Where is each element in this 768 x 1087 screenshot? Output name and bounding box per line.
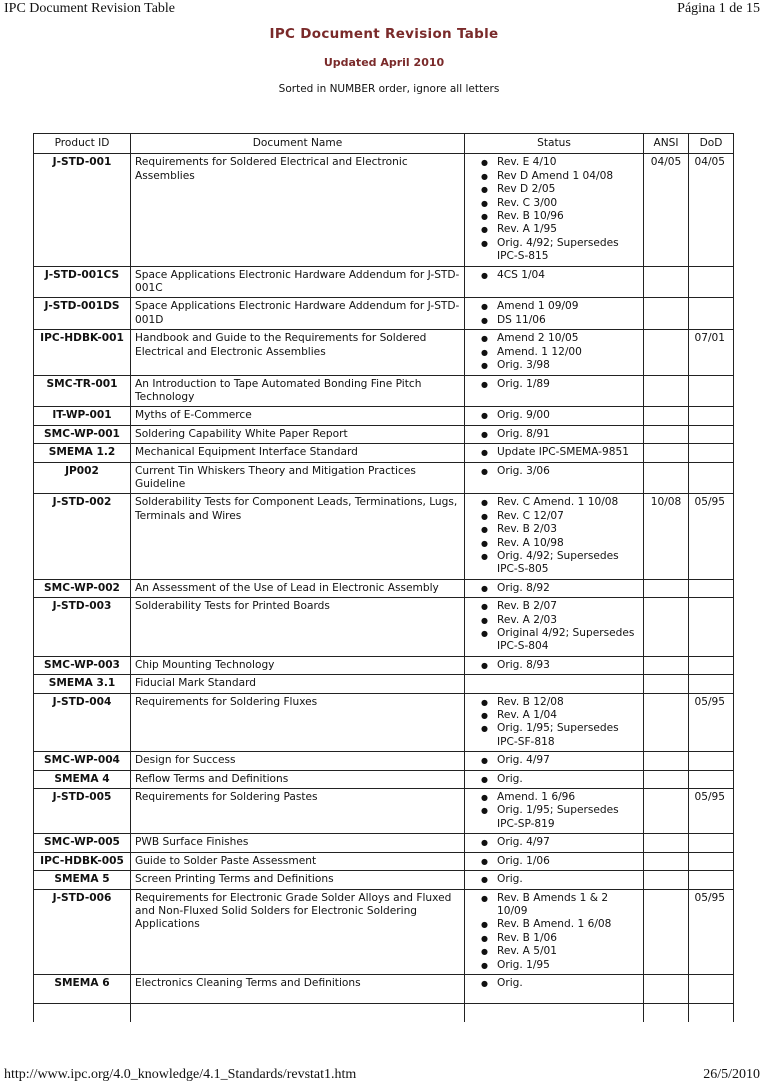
- product-id-cell: IPC-HDBK-001: [34, 330, 131, 375]
- source-url: http://www.ipc.org/4.0_knowledge/4.1_Standards/revstat1.htm: [4, 1067, 357, 1082]
- product-id-cell: J-STD-001DS: [34, 298, 131, 330]
- document-name-cell: Guide to Solder Paste Assessment: [131, 852, 465, 870]
- product-id-cell: SMC-WP-004: [34, 752, 131, 770]
- status-cell: [465, 693, 644, 752]
- status-cell: [465, 375, 644, 407]
- status-list: [469, 773, 639, 786]
- status-item: ● Orig. 4/92; Supersedes IPC-S-805: [487, 550, 639, 577]
- document-name-cell: Current Tin Whiskers Theory and Mitigation Practices Guideline: [131, 462, 465, 494]
- ansi-cell: [644, 425, 689, 443]
- column-header-dod: DoD: [689, 134, 734, 154]
- ansi-cell: [644, 675, 689, 693]
- ansi-cell: [644, 462, 689, 494]
- ansi-cell: [644, 444, 689, 462]
- status-list: [469, 156, 639, 263]
- product-id-cell: SMC-WP-002: [34, 579, 131, 597]
- table-row: [34, 266, 734, 298]
- dod-cell: [689, 871, 734, 889]
- status-item: ● Orig.: [487, 773, 639, 786]
- product-id-cell: SMEMA 6: [34, 974, 131, 1003]
- empty-cell: [465, 1003, 644, 1022]
- dod-cell: [689, 444, 734, 462]
- status-item: ● Orig.: [487, 873, 639, 886]
- document-name-cell: Mechanical Equipment Interface Standard: [131, 444, 465, 462]
- running-title: IPC Document Revision Table: [4, 1, 176, 16]
- status-list: [469, 791, 639, 831]
- dod-cell: 05/95: [689, 889, 734, 974]
- product-id-cell: SMC-WP-003: [34, 656, 131, 674]
- table-row: [34, 834, 734, 852]
- status-list: [469, 496, 639, 576]
- document-name-cell: Space Applications Electronic Hardware Addendum for J-STD-001D: [131, 298, 465, 330]
- dod-cell: [689, 974, 734, 1003]
- ansi-cell: [644, 656, 689, 674]
- status-item: ● Orig. 3/98: [487, 359, 639, 372]
- status-cell: [465, 789, 644, 834]
- table-row: [34, 889, 734, 974]
- status-cell: [465, 462, 644, 494]
- document-name-cell: Requirements for Soldered Electrical and Electronic Assemblies: [131, 154, 465, 266]
- status-item: ● Update IPC-SMEMA-9851: [487, 446, 639, 459]
- status-item: ● Orig. 8/92: [487, 582, 639, 595]
- product-id-cell: J-STD-001: [34, 154, 131, 266]
- ansi-cell: [644, 974, 689, 1003]
- status-list: [469, 977, 639, 990]
- status-item: ● Rev. B 10/96: [487, 210, 639, 223]
- status-item: ● Rev. C Amend. 1 10/08: [487, 496, 639, 509]
- status-item: ● Orig. 4/92; Supersedes IPC-S-815: [487, 237, 639, 264]
- document-header: [0, 26, 768, 95]
- table-row: [34, 675, 734, 693]
- status-item: ● Rev. B Amend. 1 6/08: [487, 918, 639, 931]
- document-name-cell: Handbook and Guide to the Requirements for Soldered Electrical and Electronic Assemblies: [131, 330, 465, 375]
- document-name-cell: Solderability Tests for Component Leads, Terminations, Lugs, Terminals and Wires: [131, 494, 465, 579]
- status-item: ● Orig. 1/95; Supersedes IPC-SP-819: [487, 804, 639, 831]
- status-list: [469, 409, 639, 422]
- column-header-document-name: Document Name: [131, 134, 465, 154]
- status-list: [469, 855, 639, 868]
- status-cell: [465, 852, 644, 870]
- status-item: ● Orig. 1/95: [487, 959, 639, 972]
- document-name-cell: Myths of E-Commerce: [131, 407, 465, 425]
- status-list: [469, 378, 639, 391]
- product-id-cell: JP002: [34, 462, 131, 494]
- dod-cell: 05/95: [689, 693, 734, 752]
- dod-cell: [689, 425, 734, 443]
- ansi-cell: [644, 770, 689, 788]
- dod-cell: [689, 852, 734, 870]
- dod-cell: [689, 266, 734, 298]
- empty-cell: [644, 1003, 689, 1022]
- table-row: [34, 974, 734, 1003]
- table-row: [34, 154, 734, 266]
- empty-cell: [34, 1003, 131, 1022]
- table-row: [34, 598, 734, 657]
- status-cell: [465, 579, 644, 597]
- status-list: [469, 836, 639, 849]
- status-cell: [465, 871, 644, 889]
- table-row: [34, 298, 734, 330]
- status-item: ● Rev. B 1/06: [487, 932, 639, 945]
- product-id-cell: SMEMA 4: [34, 770, 131, 788]
- page-number: Página 1 de 15: [677, 1, 760, 16]
- status-cell: [465, 656, 644, 674]
- ansi-cell: [644, 871, 689, 889]
- dod-cell: [689, 407, 734, 425]
- column-header-ansi: ANSI: [644, 134, 689, 154]
- ansi-cell: [644, 298, 689, 330]
- page-footer-line: [4, 1067, 760, 1085]
- ansi-cell: [644, 834, 689, 852]
- status-cell: [465, 407, 644, 425]
- status-item: ● Rev. B 2/07: [487, 600, 639, 613]
- status-item: ● Original 4/92; Supersedes IPC-S-804: [487, 627, 639, 654]
- product-id-cell: SMEMA 5: [34, 871, 131, 889]
- status-cell: [465, 834, 644, 852]
- table-row: [34, 693, 734, 752]
- status-cell: [465, 330, 644, 375]
- table-header-row: [34, 134, 734, 154]
- product-id-cell: J-STD-002: [34, 494, 131, 579]
- status-cell: [465, 974, 644, 1003]
- ansi-cell: [644, 889, 689, 974]
- status-item: ● Rev. A 1/04: [487, 709, 639, 722]
- document-name-cell: An Introduction to Tape Automated Bonding Fine Pitch Technology: [131, 375, 465, 407]
- status-item: ● Amend. 1 12/00: [487, 346, 639, 359]
- table-row: [34, 375, 734, 407]
- table-row: [34, 425, 734, 443]
- status-item: ● Amend 1 09/09: [487, 300, 639, 313]
- status-list: [469, 332, 639, 372]
- status-list: [469, 600, 639, 654]
- status-item: ● Rev. A 5/01: [487, 945, 639, 958]
- status-cell: [465, 675, 644, 693]
- revision-table: [33, 133, 734, 1022]
- status-list: [469, 428, 639, 441]
- document-name-cell: Screen Printing Terms and Definitions: [131, 871, 465, 889]
- status-item: ● Rev. C 3/00: [487, 197, 639, 210]
- status-item: ● Orig. 1/89: [487, 378, 639, 391]
- product-id-cell: J-STD-001CS: [34, 266, 131, 298]
- document-name-cell: Design for Success: [131, 752, 465, 770]
- product-id-cell: SMC-TR-001: [34, 375, 131, 407]
- table-row: [34, 330, 734, 375]
- status-item: ● Rev. C 12/07: [487, 510, 639, 523]
- document-name-cell: Soldering Capability White Paper Report: [131, 425, 465, 443]
- ansi-cell: [644, 598, 689, 657]
- product-id-cell: J-STD-005: [34, 789, 131, 834]
- table-row: [34, 407, 734, 425]
- status-cell: [465, 889, 644, 974]
- product-id-cell: SMC-WP-005: [34, 834, 131, 852]
- document-name-cell: Solderability Tests for Printed Boards: [131, 598, 465, 657]
- status-item: ● Rev. A 2/03: [487, 614, 639, 627]
- table-row: [34, 444, 734, 462]
- table-row: [34, 852, 734, 870]
- document-name-cell: Electronics Cleaning Terms and Definitions: [131, 974, 465, 1003]
- column-header-status: Status: [465, 134, 644, 154]
- status-item: ● Rev D 2/05: [487, 183, 639, 196]
- ansi-cell: [644, 407, 689, 425]
- document-name-cell: PWB Surface Finishes: [131, 834, 465, 852]
- dod-cell: 05/95: [689, 494, 734, 579]
- status-item: ● Orig. 8/91: [487, 428, 639, 441]
- table-row: [34, 579, 734, 597]
- status-item: ● Orig. 9/00: [487, 409, 639, 422]
- status-item: ● Orig. 4/97: [487, 754, 639, 767]
- status-item: ● Orig. 1/06: [487, 855, 639, 868]
- status-cell: [465, 425, 644, 443]
- document-name-cell: Reflow Terms and Definitions: [131, 770, 465, 788]
- status-item: ● Rev. B 2/03: [487, 523, 639, 536]
- column-header-product-id: Product ID: [34, 134, 131, 154]
- product-id-cell: J-STD-004: [34, 693, 131, 752]
- ansi-cell: [644, 579, 689, 597]
- ansi-cell: 10/08: [644, 494, 689, 579]
- dod-cell: [689, 656, 734, 674]
- table-row: [34, 494, 734, 579]
- status-list: [469, 892, 639, 972]
- status-item: ● Orig.: [487, 977, 639, 990]
- status-cell: [465, 298, 644, 330]
- status-item: ● Rev. E 4/10: [487, 156, 639, 169]
- document-name-cell: Requirements for Soldering Pastes: [131, 789, 465, 834]
- ansi-cell: [644, 789, 689, 834]
- status-item: ● Orig. 3/06: [487, 465, 639, 478]
- continued-row: [34, 1003, 734, 1022]
- ansi-cell: [644, 330, 689, 375]
- dod-cell: [689, 834, 734, 852]
- status-list: [469, 269, 639, 282]
- status-item: ● Orig. 4/97: [487, 836, 639, 849]
- status-list: [469, 873, 639, 886]
- table-row: [34, 789, 734, 834]
- ansi-cell: [644, 752, 689, 770]
- document-name-cell: An Assessment of the Use of Lead in Electronic Assembly: [131, 579, 465, 597]
- page-header-line: [4, 1, 760, 19]
- table-row: [34, 770, 734, 788]
- status-item: ● Amend. 1 6/96: [487, 791, 639, 804]
- status-item: ● Rev. B 12/08: [487, 696, 639, 709]
- status-cell: [465, 154, 644, 266]
- sort-note: Sorted in NUMBER order, ignore all letters: [278, 83, 500, 95]
- dod-cell: [689, 579, 734, 597]
- product-id-cell: SMEMA 1.2: [34, 444, 131, 462]
- document-name-cell: Fiducial Mark Standard: [131, 675, 465, 693]
- status-item: ● Orig. 1/95; Supersedes IPC-SF-818: [487, 722, 639, 749]
- product-id-cell: J-STD-006: [34, 889, 131, 974]
- status-item: ● Amend 2 10/05: [487, 332, 639, 345]
- status-cell: [465, 444, 644, 462]
- ansi-cell: 04/05: [644, 154, 689, 266]
- table-row: [34, 656, 734, 674]
- dod-cell: [689, 675, 734, 693]
- empty-cell: [689, 1003, 734, 1022]
- document-name-cell: Requirements for Soldering Fluxes: [131, 693, 465, 752]
- document-name-cell: Chip Mounting Technology: [131, 656, 465, 674]
- table-row: [34, 462, 734, 494]
- status-item: ● Rev. B Amends 1 & 2 10/09: [487, 892, 639, 919]
- status-item: ● Rev. A 1/95: [487, 223, 639, 236]
- status-list: [469, 659, 639, 672]
- dod-cell: [689, 375, 734, 407]
- product-id-cell: IPC-HDBK-005: [34, 852, 131, 870]
- product-id-cell: SMC-WP-001: [34, 425, 131, 443]
- ansi-cell: [644, 693, 689, 752]
- status-cell: [465, 598, 644, 657]
- print-date: 26/5/2010: [703, 1067, 760, 1082]
- dod-cell: 04/05: [689, 154, 734, 266]
- document-title: IPC Document Revision Table: [269, 26, 499, 42]
- status-cell: [465, 494, 644, 579]
- ansi-cell: [644, 266, 689, 298]
- table-row: [34, 871, 734, 889]
- status-cell: [465, 266, 644, 298]
- dod-cell: [689, 770, 734, 788]
- dod-cell: 07/01: [689, 330, 734, 375]
- dod-cell: [689, 752, 734, 770]
- product-id-cell: SMEMA 3.1: [34, 675, 131, 693]
- empty-cell: [131, 1003, 465, 1022]
- product-id-cell: IT-WP-001: [34, 407, 131, 425]
- status-item: ● Rev. A 10/98: [487, 537, 639, 550]
- updated-date: Updated April 2010: [323, 56, 445, 69]
- dod-cell: [689, 598, 734, 657]
- ansi-cell: [644, 852, 689, 870]
- status-list: [469, 465, 639, 478]
- status-cell: [465, 770, 644, 788]
- status-item: ● Rev D Amend 1 04/08: [487, 170, 639, 183]
- table-row: [34, 752, 734, 770]
- status-item: ● DS 11/06: [487, 314, 639, 327]
- document-name-cell: Space Applications Electronic Hardware Addendum for J-STD-001C: [131, 266, 465, 298]
- status-list: [469, 696, 639, 750]
- status-item: ● Orig. 8/93: [487, 659, 639, 672]
- document-name-cell: Requirements for Electronic Grade Solder Alloys and Fluxed and Non-Fluxed Solid Solders for Electronic Soldering Applications: [131, 889, 465, 974]
- status-item: ● 4CS 1/04: [487, 269, 639, 282]
- dod-cell: [689, 462, 734, 494]
- status-list: [469, 446, 639, 459]
- dod-cell: 05/95: [689, 789, 734, 834]
- ansi-cell: [644, 375, 689, 407]
- product-id-cell: J-STD-003: [34, 598, 131, 657]
- status-list: [469, 300, 639, 327]
- status-cell: [465, 752, 644, 770]
- status-list: [469, 754, 639, 767]
- dod-cell: [689, 298, 734, 330]
- status-list: [469, 582, 639, 595]
